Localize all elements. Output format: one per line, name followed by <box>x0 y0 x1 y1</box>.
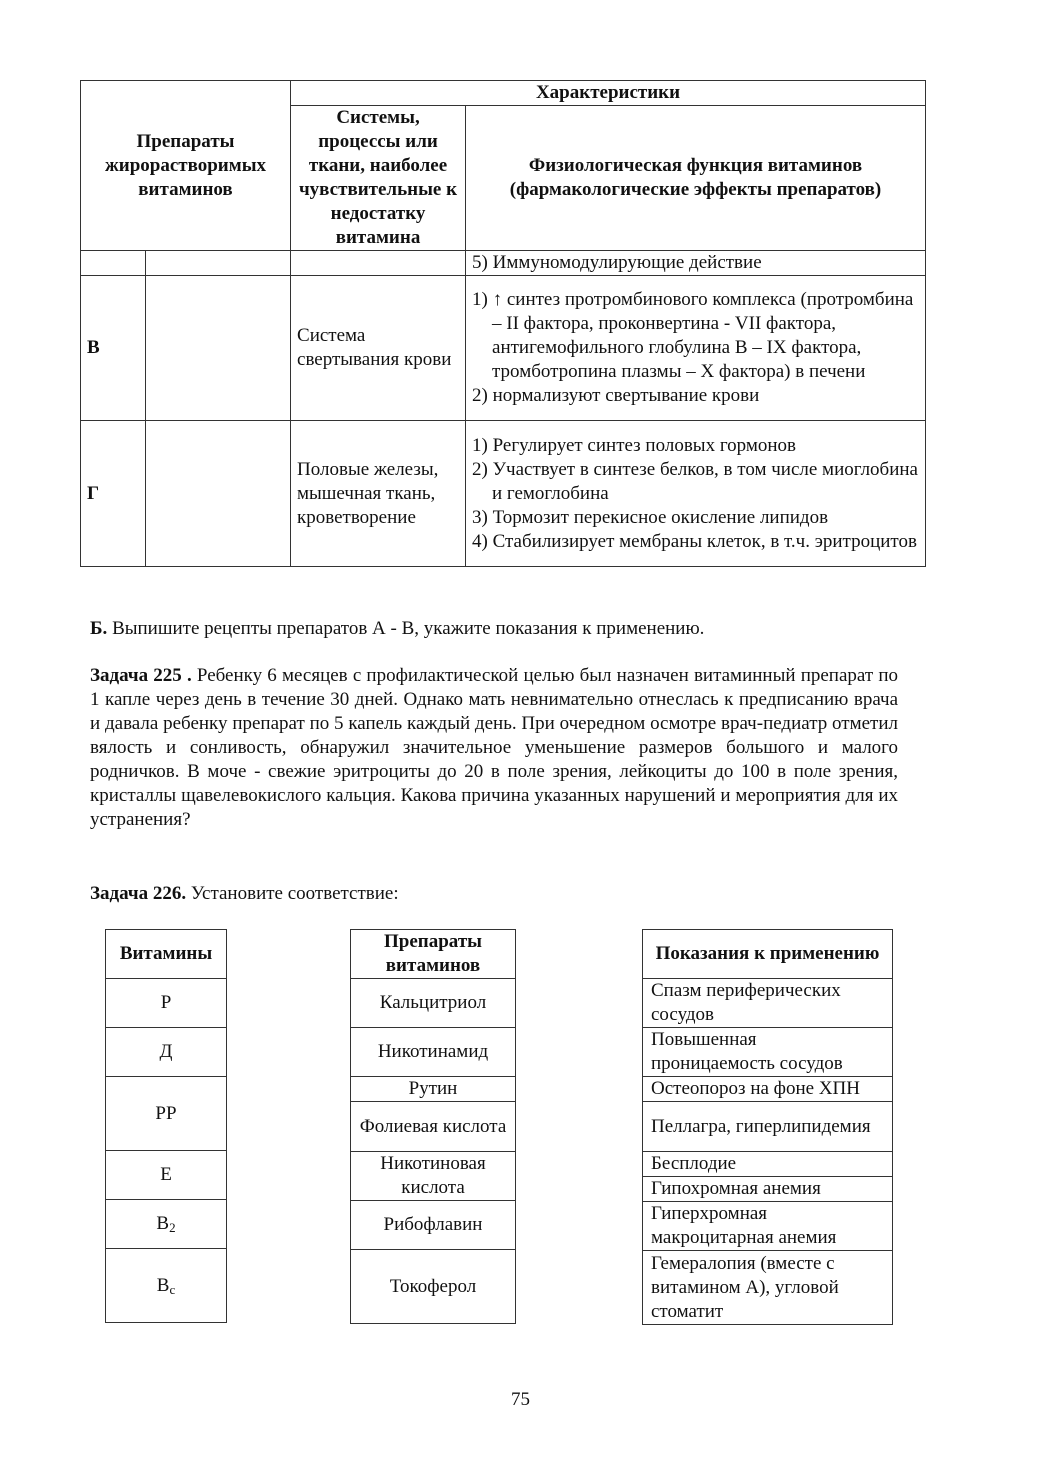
function-item: 2) Участвует в синтезе белков, в том числе миоглобина и гемоглобина <box>472 458 918 504</box>
row-functions <box>466 276 926 421</box>
indication-item: Гипохромная анемия <box>643 1177 893 1202</box>
vitamins-header: Витамины <box>106 930 227 979</box>
function-item: 1) ↑ синтез протромбинового комплекса (протромбина – II фактора, проконвертина - VII фактора, антигемофильного глобулина В – IX фактора, тромботропина плазмы – X фактора) в печени <box>472 289 914 382</box>
function-item: 4) Стабилизирует мембраны клеток, в т.ч. эритроцитов <box>472 530 917 552</box>
header-preparations: Препараты жирорастворимых витаминов <box>81 81 291 251</box>
table-row <box>81 276 926 421</box>
vitamin-item: РР <box>106 1077 227 1151</box>
header-characteristics: Характеристики <box>291 81 926 106</box>
task-225-paragraph <box>90 664 898 832</box>
table-row <box>81 421 926 567</box>
page-number: 75 <box>511 1389 530 1410</box>
preparation-item: Токоферол <box>351 1250 516 1324</box>
preparations-header: Препараты витаминов <box>351 930 516 979</box>
indication-item: Спазм периферических сосудов <box>643 979 893 1028</box>
indication-item: Гиперхромная макроцитарная анемия <box>643 1202 893 1251</box>
task-b-label: Б. <box>90 618 108 639</box>
row-functions <box>466 421 926 567</box>
row-letter: В <box>81 276 146 421</box>
vitamin-item: $В_с$ <box>106 1249 227 1323</box>
task-225-text: Ребенку 6 месяцев с профилактической целью был назначен витаминный препарат по 1 капле через день в течение 30 дней. Однако мать невнимательно отнеслась к предписанию врача и давала ребенку препарат по 5 капель каждый день. При очередном осмотре врач-педиатр отметил вялость и сонливость, обнаружил значительное уменьшение размеров большого и малого родничков. В моче - свежие эритроциты до 20 в поле зрения, лейкоциты до 100 в поле зрения, кристаллы щавелевокислого кальция. Какова причина указанных нарушений и мероприятия для их устранения? <box>90 665 898 830</box>
vitamins-characteristics-table <box>80 80 926 567</box>
cell-empty <box>146 421 291 567</box>
vitamin-item: $В_2$ <box>106 1200 227 1249</box>
indication-item: Повышенная проницаемость сосудов <box>643 1028 893 1077</box>
preparation-item: Никотиновая кислота <box>351 1152 516 1201</box>
vitamins-table <box>105 929 227 1323</box>
function-item: 1) Регулирует синтез половых гормонов <box>472 434 797 456</box>
preparations-table <box>350 929 516 1324</box>
header-function: Физиологическая функция витаминов (фармакологические эффекты препаратов) <box>466 106 926 251</box>
indication-item: Пеллагра, гиперлипидемия <box>643 1102 893 1152</box>
indications-table <box>642 929 893 1325</box>
vitamin-item: Е <box>106 1151 227 1200</box>
function-item: 3) Тормозит перекисное окисление липидов <box>472 506 829 528</box>
task-226-text: Установите соответствие: <box>186 883 399 904</box>
header-systems: Системы, процессы или ткани, наиболее чувствительные к недостатку витамина <box>291 106 466 251</box>
cell-empty <box>291 251 466 276</box>
task-b-paragraph <box>90 617 898 641</box>
preparation-item: Рутин <box>351 1077 516 1102</box>
function-item: 2) нормализуют свертывание крови <box>472 385 760 406</box>
continuation-item: 5) Иммуномодулирующие действие <box>466 251 926 276</box>
row-letter: Г <box>81 421 146 567</box>
cell-empty <box>146 276 291 421</box>
preparation-item: Кальцитриол <box>351 979 516 1028</box>
task-226-paragraph <box>90 882 898 906</box>
cell-empty <box>81 251 146 276</box>
vitamin-item: Д <box>106 1028 227 1077</box>
task-226-label: Задача 226. <box>90 883 187 904</box>
task-b-text: Выпишите рецепты препаратов А - В, укажите показания к применению. <box>107 618 705 639</box>
row-systems: Система свертывания крови <box>291 276 466 421</box>
indications-header: Показания к применению <box>643 930 893 979</box>
cell-empty <box>146 251 291 276</box>
indication-item: Остеопороз на фоне ХПН <box>643 1077 893 1102</box>
preparation-item: Рибофлавин <box>351 1201 516 1250</box>
indication-item: Бесплодие <box>643 1152 893 1177</box>
preparation-item: Никотинамид <box>351 1028 516 1077</box>
indication-item: Гемералопия (вместе с витамином А), угловой стоматит <box>643 1251 893 1325</box>
task-225-label: Задача 225 . <box>90 665 192 686</box>
preparation-item: Фолиевая кислота <box>351 1102 516 1152</box>
row-systems: Половые железы, мышечная ткань, кроветворение <box>291 421 466 567</box>
vitamin-item: Р <box>106 979 227 1028</box>
